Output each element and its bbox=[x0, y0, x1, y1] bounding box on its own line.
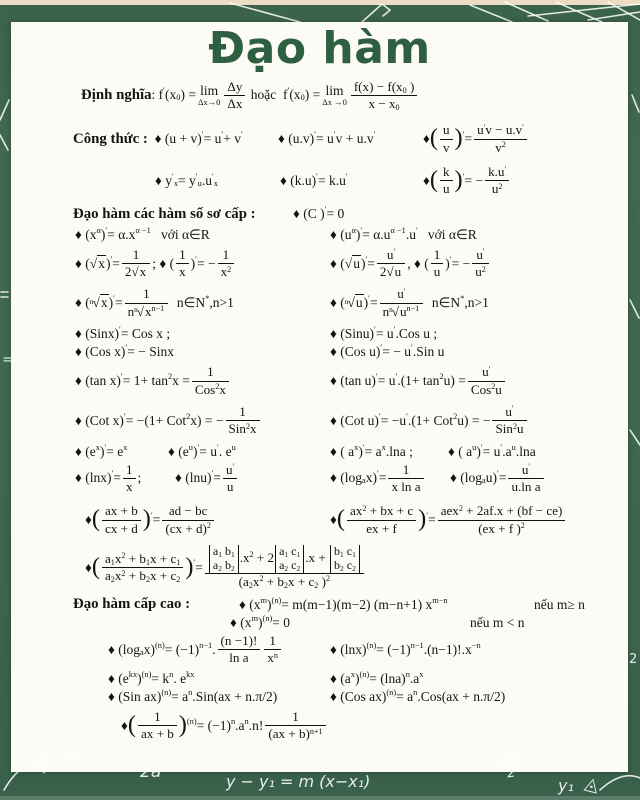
formula-line bbox=[11, 326, 628, 342]
formula-cell: ♦ (x $^m$ ) $^{(n)}$ = m(m−1)(m−2) (m−n+1) x $^{m-n}$ bbox=[239, 595, 448, 612]
formula-cell: ♦ y ′ $_x$ = y ′ $_u$ .u ′ $_x$ bbox=[155, 171, 218, 188]
chalk-doodle-fraction-denominator: 2 bbox=[505, 765, 517, 782]
formula-line bbox=[11, 615, 628, 631]
formula-line bbox=[11, 122, 628, 156]
formula-cell: ♦ (a $^x$ ) $^{(n)}$ = (lna) $^n$ .a $^x$ bbox=[330, 669, 424, 686]
chalk-doodle-right-2: 2 bbox=[629, 652, 638, 667]
formula-cell: ♦ (Cot x) ′ = −(1+ Cot $^2$ x) = − 1 Sin$^2$x bbox=[75, 404, 330, 438]
formula-line bbox=[11, 671, 628, 687]
formula-cell: ♦ (k.u) ′ = k.u ′ bbox=[280, 171, 348, 188]
formula-cell: ♦ (tan u) ′ = u ′ .(1+ tan $^2$ u) = u′ Cos$^2$u bbox=[330, 364, 507, 398]
chalk-doodle-fraction-numerator: 1+x₂ bbox=[490, 750, 528, 770]
formula-cell: ♦ (e $^x$ ) ′ = e $^x$ bbox=[75, 442, 128, 459]
formula-line bbox=[11, 462, 628, 496]
top-cream-strip bbox=[0, 0, 640, 5]
formula-line bbox=[11, 247, 628, 281]
formula-cell: ♦ (log $_a$ x) ′ = 1 x ln a bbox=[330, 462, 450, 496]
formula-cell: ♦ (log $_a$ x) $^{(n)}$ = (−1) $^{n-1}$ . (n −1)! ln a 1 $x^n$ bbox=[108, 633, 330, 667]
formula-line bbox=[11, 206, 628, 223]
formula-cell: ♦ (lnx) $^{(n)}$ = (−1) $^{n-1}$ .(n−1)!.x $^{-n}$ bbox=[330, 640, 481, 657]
formula-cell: ♦ (x $^m$ ) $^{(n)}$ = 0 bbox=[230, 614, 291, 631]
formula-cell: ♦ (C ) ′ = 0 bbox=[293, 205, 345, 222]
chalk-doodle-line-equation: y − y₁ = m (x−x₁) bbox=[226, 772, 371, 791]
formula-line bbox=[11, 344, 628, 360]
formula-cell: ♦ (x $^\alpha$ ) ′ = α.x $^{\alpha -1}$ với α∈R bbox=[75, 225, 210, 242]
formula-cell: ♦ ( a $^u$ ) ′ = u ′ .a $^u$ .lna bbox=[448, 442, 536, 459]
formula-cell: ♦ ( $a_1x^2 + b_1x + c_1$ $a_2x^2 + b_2x + c_2$ ) ′ = $a_1$ $b_1$ $a_2$ $b_2$ $.x^2 + 2$ $a_1$ $c_1$ $a_2$ $c_2$ .x + $b_1$ $c_1$ $b_2$ $c_2$ ($a_2x^2 + b_2x + c_2$ )$^2$ bbox=[85, 545, 366, 590]
formula-cell: ♦ (Sinu) ′ = u ′ .Cos u ; bbox=[330, 325, 438, 342]
formula-cell: ♦ (lnx) ′ = 1 x ; bbox=[75, 461, 142, 494]
formula-cell: ♦ ( a $^x$ ) ′ = a $^x$ .lna ; bbox=[330, 442, 413, 459]
chalk-doodle-2pi: 2π bbox=[30, 748, 59, 776]
formula-cell: nếu m < n bbox=[470, 615, 525, 631]
page-title: Đạo hàm bbox=[208, 23, 431, 74]
formula-cell: ♦ ( $^n$√u ) ′ = u′ $n^n√u^{n-1}$ n∈N * ,n>1 bbox=[330, 286, 489, 319]
formula-line bbox=[11, 503, 628, 537]
formula-line bbox=[11, 164, 628, 198]
formula-line bbox=[11, 689, 628, 705]
formula-cell: ♦ ( u v ) ′ = u′v − u.v′ $v^2$ bbox=[423, 122, 529, 156]
formula-cell: ♦ (Sinx) ′ = Cos x ; bbox=[75, 325, 171, 342]
formula-cell: ♦ ( √u ) ′ = u′ 2√u , ♦ ( 1 u ) ′ = − u′ $u^2$ bbox=[330, 247, 491, 281]
formula-cell: nếu m≥ n bbox=[534, 596, 585, 612]
formula-cell: ♦ (u.v) ′ = u ′ v + u.v ′ bbox=[278, 130, 376, 147]
formula-line bbox=[11, 596, 628, 613]
formula-cell: ♦ (Sin ax) $^{(n)}$ = a $^n$ .Sin(ax + n.π/2) bbox=[108, 687, 278, 704]
chalk-doodle-x-minus: x− bbox=[66, 746, 89, 765]
formula-line bbox=[11, 709, 628, 743]
chalk-doodle-2a: 2a bbox=[140, 762, 162, 782]
chalk-doodle-triangle: ◬ bbox=[582, 772, 602, 797]
formula-line bbox=[11, 286, 628, 320]
formula-cell: ♦ ( ax + b cx + d ) ′ = ad − bc (cx + d)$^2$ bbox=[85, 503, 330, 537]
formula-paper bbox=[11, 22, 628, 772]
formula-cell: ♦ (u $^\alpha$ ) ′ = α.u $^{\alpha -1}$ .u ′ với α∈R bbox=[330, 225, 477, 242]
formula-cell: Công thức : ♦ (u + v) ′ = u ′ + v ′ bbox=[73, 130, 243, 147]
formula-cell: ♦ ( 1 ax + b ) $^{(n)}$ = (−1) $^n$ .a $^n$ .n! 1 (ax + b)$^{n+1}$ bbox=[121, 709, 328, 743]
formula-cell: Định nghĩa : f ′ (x $_0$ ) = lim Δx→0 Δy Δx hoặc f ′ (x $_0$ ) = lim Δx →0 $f(x) - f(x_0$ ) $x - x_0$ bbox=[81, 79, 419, 113]
formula-line bbox=[11, 404, 628, 438]
formula-line bbox=[11, 79, 628, 113]
formula-cell: ♦ (Cos ax) $^{(n)}$ = a $^n$ .Cos(ax + n.π/2) bbox=[330, 687, 506, 704]
formula-line bbox=[11, 227, 628, 243]
formula-cell: ♦ ( k u ) ′ = − k.u′ $u^2$ bbox=[423, 164, 511, 198]
formula-sheet bbox=[11, 79, 628, 743]
formula-cell: ♦ (Cos x) ′ = − Sinx bbox=[75, 343, 174, 360]
formula-line bbox=[11, 545, 628, 590]
formula-cell: Đạo hàm các hàm số sơ cấp : bbox=[73, 205, 256, 222]
formula-cell: ♦ (e $^{kx}$ ) $^{(n)}$ = k $^n$ . e $^{kx}$ bbox=[108, 669, 195, 686]
formula-cell: ♦ (lnu) ′ = u′ u bbox=[175, 462, 330, 496]
formula-cell: ♦ (log $_a$ u) ′ = u′ u.ln a bbox=[450, 462, 546, 496]
formula-cell: ♦ ( √x ) ′ = 1 2√x ; ♦ ( 1 x ) ′ = − 1 $x^2$ bbox=[75, 247, 330, 281]
formula-line bbox=[11, 633, 628, 667]
chalk-doodle-left-equals: = bbox=[2, 352, 14, 368]
formula-cell: Đạo hàm cấp cao : bbox=[73, 596, 191, 613]
formula-cell: ♦ (Cos u) ′ = − u ′ .Sin u bbox=[330, 343, 445, 360]
formula-cell: ♦ (Cot u) ′ = −u ′ .(1+ Cot $^2$ u) = − u′ Sin$^2$u bbox=[330, 404, 529, 438]
formula-cell: ♦ ( $^n$√x ) ′ = 1 $n^n√x^{n-1}$ n∈N * ,n>1 bbox=[75, 286, 234, 319]
formula-cell: ♦ (e $^u$ ) ′ = u ′ . e $^u$ bbox=[168, 442, 236, 459]
bottom-edge-strip bbox=[0, 796, 640, 800]
formula-line bbox=[11, 364, 628, 398]
formula-cell: ♦ (tan x) ′ = 1+ tan $^2$ x = 1 Cos$^2$x bbox=[75, 364, 330, 398]
chalk-doodle-y1: y₁ bbox=[558, 776, 574, 795]
formula-cell: ♦ ( $ax^2$ + bx + c ex + f ) ′ = aex$^2$ + 2af.x + (bf − ce) (ex + f )$^2$ bbox=[330, 503, 567, 537]
formula-line bbox=[11, 444, 628, 460]
